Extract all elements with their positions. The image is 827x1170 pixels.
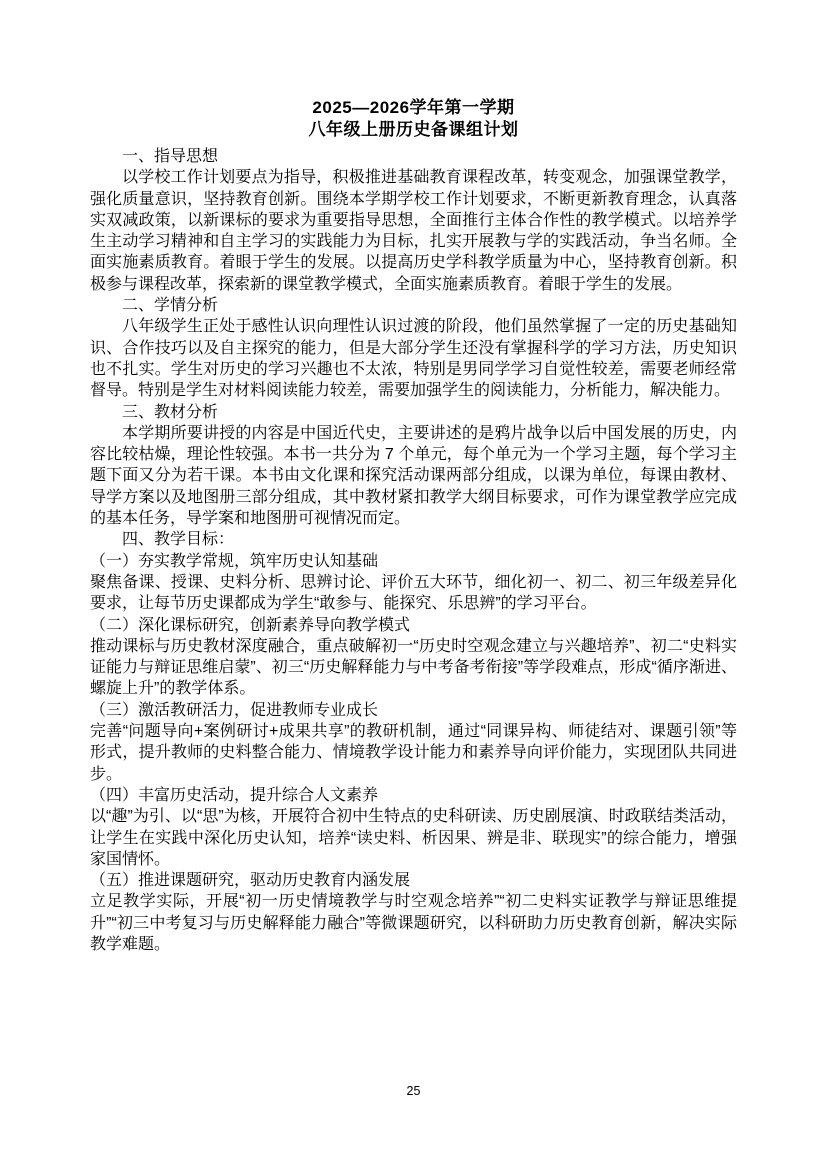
objective-5-heading: （五）推进课题研究，驱动历史教育内涵发展 [90,872,411,890]
objective-4-heading: （四）丰富历史活动，提升综合人文素养 [90,786,379,804]
document-content [90,97,737,955]
objective-1-heading: （一）夯实教学常规，筑牢历史认知基础 [90,552,379,570]
objective-1-body: 聚焦备课、授课、史料分析、思辨讨论、评价五大环节，细化初一、初二、初三年级差异化要求，让每节历史课都成为学生“敢参与、能探究、乐思辨”的学习平台。 [90,573,737,613]
page-number: 25 [406,1084,421,1098]
section-body-learner-analysis: 八年级学生正处于感性认识向理性认识过渡的阶段，他们虽然掌握了一定的历史基础知识、合作技巧以及自主探究的能力，但是大部分学生还没有掌握科学的学习方法，历史知识也不扎实。学生对历史的学习兴趣也不太浓，特别是男同学学习自觉性较差，需要老师经常督导。特别是学生对材料阅读能力较差，需要加强学生的阅读能力，分析能力，解决能力。 [90,318,737,400]
section-body-guiding-ideology: 以学校工作计划要点为指导，积极推进基础教育课程改革，转变观念，加强课堂教学，强化质量意识，坚持教育创新。围绕本学期学校工作计划要求，不断更新教育理念，认真落实双减政策，以新课标的要求为重要指导思想，全面推行主体合作性的教学模式。以培养学生主动学习精神和自主学习的实践能力为目标，扎实开展教与学的实践活动，争当名师。全面实施素质教育。着眼于学生的发展。以提高历史学科教学质量为中心，坚持教育创新。积极参与课程改革，探索新的课堂教学模式，全面实施素质教育。着眼于学生的发展。 [90,169,737,293]
objective-3-heading: （三）激活教研活力，促进教师专业成长 [90,701,379,719]
document-title-line-2: 八年级上册历史备课组计划 [308,120,519,139]
objective-5-body: 立足教学实际，开展“初一历史情境教学与时空观念培养”“初二史料实证教学与辩证思维提升”“初三中考复习与历史解释能力融合”等微课题研究，以科研助力历史教育创新，解决实际教学难题。 [90,893,737,953]
objective-2-body: 推动课标与历史教材深度融合，重点破解初一“历史时空观念建立与兴趣培养”、初二“史料实证能力与辩证思维启蒙”、初三“历史解释能力与中考备考衔接”等学段难点，形成“循序渐进、螺旋上升”的教学体系。 [90,637,737,698]
objective-3-body: 完善“问题导向+案例研讨+成果共享”的教研机制，通过“同课异构、师徒结对、课题引领”等形式，提升教师的史料整合能力、情境教学设计能力和素养导向评价能力，实现团队共同进步。 [90,723,737,783]
section-heading-teaching-objectives: 四、教学目标： [122,531,235,549]
document-title-line-1: 2025—2026学年第一学期 [312,98,515,117]
objective-2-heading: （二）深化课标研究，创新素养导向教学模式 [90,616,411,634]
objective-4-body: 以“趣”为引、以“思”为核，开展符合初中生特点的史科研读、历史剧展演、时政联结类活动，让学生在实践中深化历史认知，培养“读史料、析因果、辨是非、联现实”的综合能力，增强家国情怀。 [90,808,737,868]
section-heading-guiding-ideology: 一、指导思想 [122,148,219,165]
section-heading-textbook-analysis: 三、教材分析 [122,403,219,421]
section-body-textbook-analysis: 本学期所要讲授的内容是中国近代史，主要讲述的是鸦片战争以后中国发展的历史，内容比较枯燥，理论性较强。本书一共分为 7 个单元，每个单元为一个学习主题，每个学习主题下面又分为若干课。本书由文化课和探究活动课两部分组成，以课为单位，每课由教材、导学方案以及地图册三部分组成，其中教材紧扣教学大纲目标要求，可作为课堂教学应完成的基本任务，导学案和地图册可视情况而定。 [90,424,737,528]
section-heading-learner-analysis: 二、学情分析 [122,297,219,315]
document-title [90,97,737,141]
